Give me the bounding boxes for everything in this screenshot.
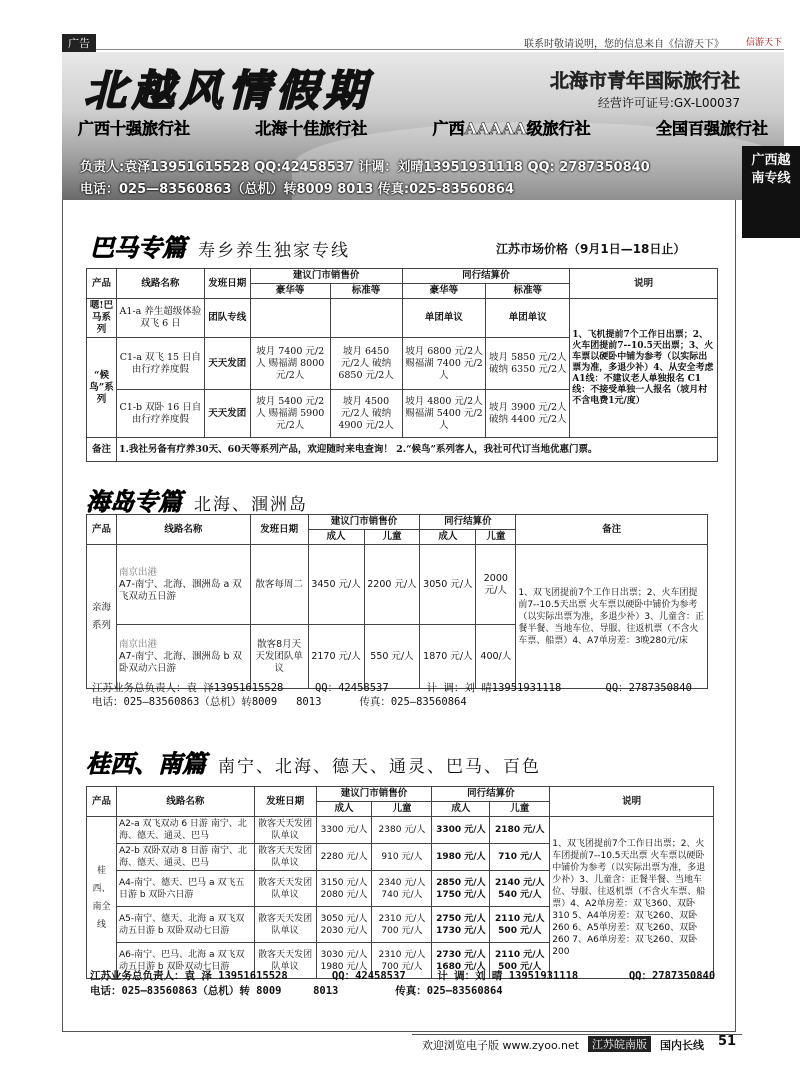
price-cell: 3300 元/人: [432, 817, 490, 844]
date-cell: 团队专线: [204, 299, 250, 338]
price-cell: 1980 元/人: [432, 844, 490, 871]
price-cell: 2110 元/人 500 元/人: [490, 907, 550, 943]
banner-title: 北越风情假期: [84, 66, 373, 115]
price-cell: 3050 元/人: [420, 545, 476, 625]
notes-cell: 1、飞机提前7个工作日出票；2、火车团提前7--10.5天出票；3、火车票以硬卧中铺为参考（以实际出票为准，多退少补）4、从安全考虑 A1线：不建议老人单独报名 C1线：不接受单独一人报名（坡月村不含电费1元/度）: [570, 299, 718, 438]
col-notes: 备注: [516, 515, 708, 545]
banner-contact-line: 负责人:袁泽13951615528 QQ:42458537 计调：刘晴13951931118 QQ: 2787350840: [80, 160, 650, 175]
route-cell: A2-b 双卧双动 8 日游 南宁、北海、德天、通灵、巴马: [116, 844, 254, 871]
section-subtitle: 北海、涠洲岛: [194, 495, 308, 515]
price-cell: 550 元/人: [364, 625, 420, 689]
agency-banner: [62, 52, 784, 200]
col-std-trade: 标准等: [486, 284, 570, 299]
route-cell: A4-南宁、德天、巴马 a 双飞五日游 b 双卧六日游: [116, 871, 254, 907]
col-retail: 建议门市销售价: [316, 787, 432, 802]
date-cell: 散客每周二: [250, 545, 308, 625]
col-child-trade: 儿童: [490, 802, 550, 817]
col-trade: 同行结算价: [432, 787, 550, 802]
agency-name: 北海市青年国际旅行社: [549, 70, 740, 92]
top-bar: [62, 34, 784, 50]
price-cell: [330, 299, 402, 338]
price-cell: 2850 元/人 1750 元/人: [432, 871, 490, 907]
section-heading: 海岛专篇: [86, 488, 182, 516]
publisher-logo: 信游天下: [745, 38, 782, 48]
col-retail: 建议门市销售价: [250, 269, 402, 284]
price-cell: 单团单议: [486, 299, 570, 338]
col-product: 产品: [87, 787, 117, 817]
honor-item: 广西十强旅行社: [78, 119, 191, 138]
col-notes: 说明: [550, 787, 714, 817]
price-cell: 3300 元/人: [316, 817, 372, 844]
section-subtitle: 寿乡养生独家专线: [198, 241, 350, 261]
departure-port: 南京出港: [118, 638, 157, 650]
price-cell: 2340 元/人 740 元/人: [372, 871, 432, 907]
price-cell: 910 元/人: [372, 844, 432, 871]
col-adult-trade: 成人: [432, 802, 490, 817]
price-cell: 2750 元/人 1730 元/人: [432, 907, 490, 943]
col-route: 线路名称: [116, 515, 250, 545]
price-cell: 坡月 7400 元/2人 赐福湖 8000 元/2人: [250, 338, 330, 390]
price-cell: 3150 元/人 2080 元/人: [316, 871, 372, 907]
series-cell: 亲海系列: [87, 545, 117, 689]
price-cell: 坡月 6800 元/2人 赐福湖 7400 元/2人: [402, 338, 486, 390]
price-cell: 2380 元/人: [372, 817, 432, 844]
price-cell: 坡月 5850 元/2人 破纳 6350 元/2人: [486, 338, 570, 390]
section-heading: 巴马专篇: [90, 234, 186, 262]
col-route: 线路名称: [116, 787, 254, 817]
price-cell: 2310 元/人 700 元/人: [372, 907, 432, 943]
col-date: 发班日期: [254, 787, 316, 817]
col-child: 儿童: [372, 802, 432, 817]
price-cell: [250, 299, 330, 338]
route-text: A7-南宁、北海、涠洲岛 b 双卧双动六日游: [118, 650, 242, 674]
price-cell: 2000 元/人: [476, 545, 516, 625]
date-cell: 散客天天发团队单议: [254, 817, 316, 844]
price-cell: 坡月 3900 元/2人 破纳 4400 元/2人: [486, 390, 570, 438]
price-cell: 单团单议: [402, 299, 486, 338]
col-std: 标准等: [330, 284, 402, 299]
price-cell: 3050 元/人 2030 元/人: [316, 907, 372, 943]
date-cell: 散客8月天天发团队单议: [250, 625, 308, 689]
route-cell: A2-a 双飞双动 6 日游 南宁、北海、德天、通灵、巴马: [116, 817, 254, 844]
contact-line: 江苏业务总负责人：袁 泽13951615528 QQ：42458537 计 调：刘 晴13951931118 QQ：2787350840: [92, 682, 692, 694]
banner-phone-line: 电话：025—83560863（总机）转8009 8013 传真:025-83560864: [80, 182, 515, 197]
ebook-link[interactable]: 欢迎浏览电子版 www.zyoo.net: [422, 1039, 580, 1052]
price-cell: 2180 元/人: [490, 817, 550, 844]
route-cell: C1-b 双卧 16 日自由行疗养度假: [116, 390, 204, 438]
series-cell: 桂西、南全线: [87, 817, 117, 979]
remark-cell: 1.我社另备有疗养30天、60天等系列产品，欢迎随时来电查询！ 2.“候鸟”系列客人，我社可代订当地优惠门票。: [116, 438, 717, 462]
price-cell: 坡月 4500 元/2人 破纳 4900 元/2人: [330, 390, 402, 438]
honors-row: [78, 116, 768, 139]
date-cell: 散客天天发团队单议: [254, 907, 316, 943]
col-adult: 成人: [308, 530, 364, 545]
price-cell: 2110 元/人 500 元/人: [490, 943, 550, 979]
price-cell: 2170 元/人: [308, 625, 364, 689]
ad-tag: 广告: [62, 34, 96, 52]
contact-line: 江苏业务总负责人：袁 泽 13951615528 QQ：42458537 计 调：刘 晴 13951931118 QQ：2787350840: [90, 970, 716, 982]
price-cell: 2280 元/人: [316, 844, 372, 871]
price-cell: 400/人: [476, 625, 516, 689]
section-title-guixi: [86, 744, 541, 779]
section-title-bama: [90, 228, 350, 263]
guixi-price-table: [86, 786, 714, 979]
col-date: 发班日期: [250, 515, 308, 545]
col-notes: 说明: [570, 269, 718, 299]
product-cell: “候鸟”系列: [87, 338, 117, 438]
bama-price-table: [86, 268, 718, 462]
route-text: A7-南宁、北海、涠洲岛 a 双飞双动五日游: [118, 578, 242, 602]
date-cell: 散客天天发团队单议: [254, 871, 316, 907]
col-child: 儿童: [364, 530, 420, 545]
page-footer: [412, 1034, 742, 1050]
price-cell: 2730 元/人 1680 元/人: [432, 943, 490, 979]
price-cell: 坡月 6450 元/2人 破纳 6850 元/2人: [330, 338, 402, 390]
route-cell: A6-南宁、巴马、北海 a 双飞双动五日游 b 双卧双动七日游: [116, 943, 254, 979]
category-label: 国内长线: [660, 1039, 704, 1052]
price-cell: 2310 元/人 700 元/人: [372, 943, 432, 979]
price-cell: 坡月 4800 元/2人 赐福湖 5400 元/2人: [402, 390, 486, 438]
price-cell: 3030 元/人 1980 元/人: [316, 943, 372, 979]
col-retail: 建议门市销售价: [308, 515, 420, 530]
honor-item: 广西AAAAA级旅行社: [432, 119, 591, 138]
price-cell: 710 元/人: [490, 844, 550, 871]
date-cell: 散客天天发团队单议: [254, 844, 316, 871]
edition-badge: 江苏皖南版: [588, 1036, 651, 1052]
section-title-island: [86, 482, 308, 517]
honor-item: 全国百强旅行社: [655, 119, 768, 138]
col-trade: 同行结算价: [420, 515, 516, 530]
col-product: 产品: [87, 515, 117, 545]
price-cell: 2140 元/人 540 元/人: [490, 871, 550, 907]
col-lux: 豪华等: [250, 284, 330, 299]
col-child-trade: 儿童: [476, 530, 516, 545]
date-cell: 天天发团: [204, 338, 250, 390]
route-cell: A1-a 养生超级体验双飞 6 日: [116, 299, 204, 338]
price-cell: 2200 元/人: [364, 545, 420, 625]
route-cell: [116, 625, 250, 689]
phone-line: 电话：025—83560863（总机）转 8009 8013 传真：025—83560864: [90, 985, 503, 997]
price-cell: 3450 元/人: [308, 545, 364, 625]
route-cell: [116, 545, 250, 625]
honor-item: 北海十佳旅行社: [255, 119, 368, 138]
col-date: 发班日期: [204, 269, 250, 299]
col-lux-trade: 豪华等: [402, 284, 486, 299]
notes-cell: 1、双飞团提前7个工作日出票；2、火车团提前7--10.5天出票 火车票以硬卧中铺价为参考（以实际出票为准，多退少补）3、儿童含：正餐半餐、当地车位、导服、往返机票（不含火车票、船票）4、A7单房差：3晚280元/床: [516, 545, 708, 689]
col-route: 线路名称: [116, 269, 204, 299]
island-price-table: [86, 514, 708, 689]
route-cell: A5-南宁、德天、北海 a 双飞双动五日游 b 双卧双动七日游: [116, 907, 254, 943]
license-number: 经营许可证号:GX-L00037: [597, 96, 740, 110]
price-cell: 1870 元/人: [420, 625, 476, 689]
route-cell: C1-a 双飞 15 日自由行疗养度假: [116, 338, 204, 390]
col-product: 产品: [87, 269, 117, 299]
departure-port: 南京出港: [118, 566, 157, 578]
price-period-note: 江苏市场价格（9月1日—18日止）: [496, 242, 686, 256]
price-cell: 坡月 5400 元/2人 赐福湖 5900 元/2人: [250, 390, 330, 438]
remark-label: 备注: [87, 438, 117, 462]
notes-cell: 1、双飞团提前7个工作日出票；2、火车团提前7--10.5天出票 火车票以硬卧中铺价为参考（以实际出票为准，多退少补）3、儿童含：正餐半餐、当地车位、导服、往返机票（不含火车票、船票）4、A2单房差：双飞360、双卧310 5、A4单房差：双飞260、双卧260 6、A5单房差：双飞260、双卧260 7、A6单房差：双飞260、双卧200: [550, 817, 714, 979]
section-subtitle: 南宁、北海、德天、通灵、巴马、百色: [218, 757, 541, 777]
col-adult-trade: 成人: [420, 530, 476, 545]
date-cell: 天天发团: [204, 390, 250, 438]
section-heading: 桂西、南篇: [86, 750, 206, 778]
source-notice: 联系时敬请说明，您的信息来自《信游天下》: [524, 39, 724, 50]
col-trade: 同行结算价: [402, 269, 570, 284]
col-adult: 成人: [316, 802, 372, 817]
page-number: 51: [718, 1034, 737, 1049]
section-side-tab: 广西越南专线: [742, 146, 800, 238]
date-cell: 散客天天发团队单议: [254, 943, 316, 979]
product-cell: 嗯!巴马系列: [87, 299, 117, 338]
phone-line: 电话：025—83560863（总机）转8009 8013 传真：025—83560864: [92, 696, 467, 708]
